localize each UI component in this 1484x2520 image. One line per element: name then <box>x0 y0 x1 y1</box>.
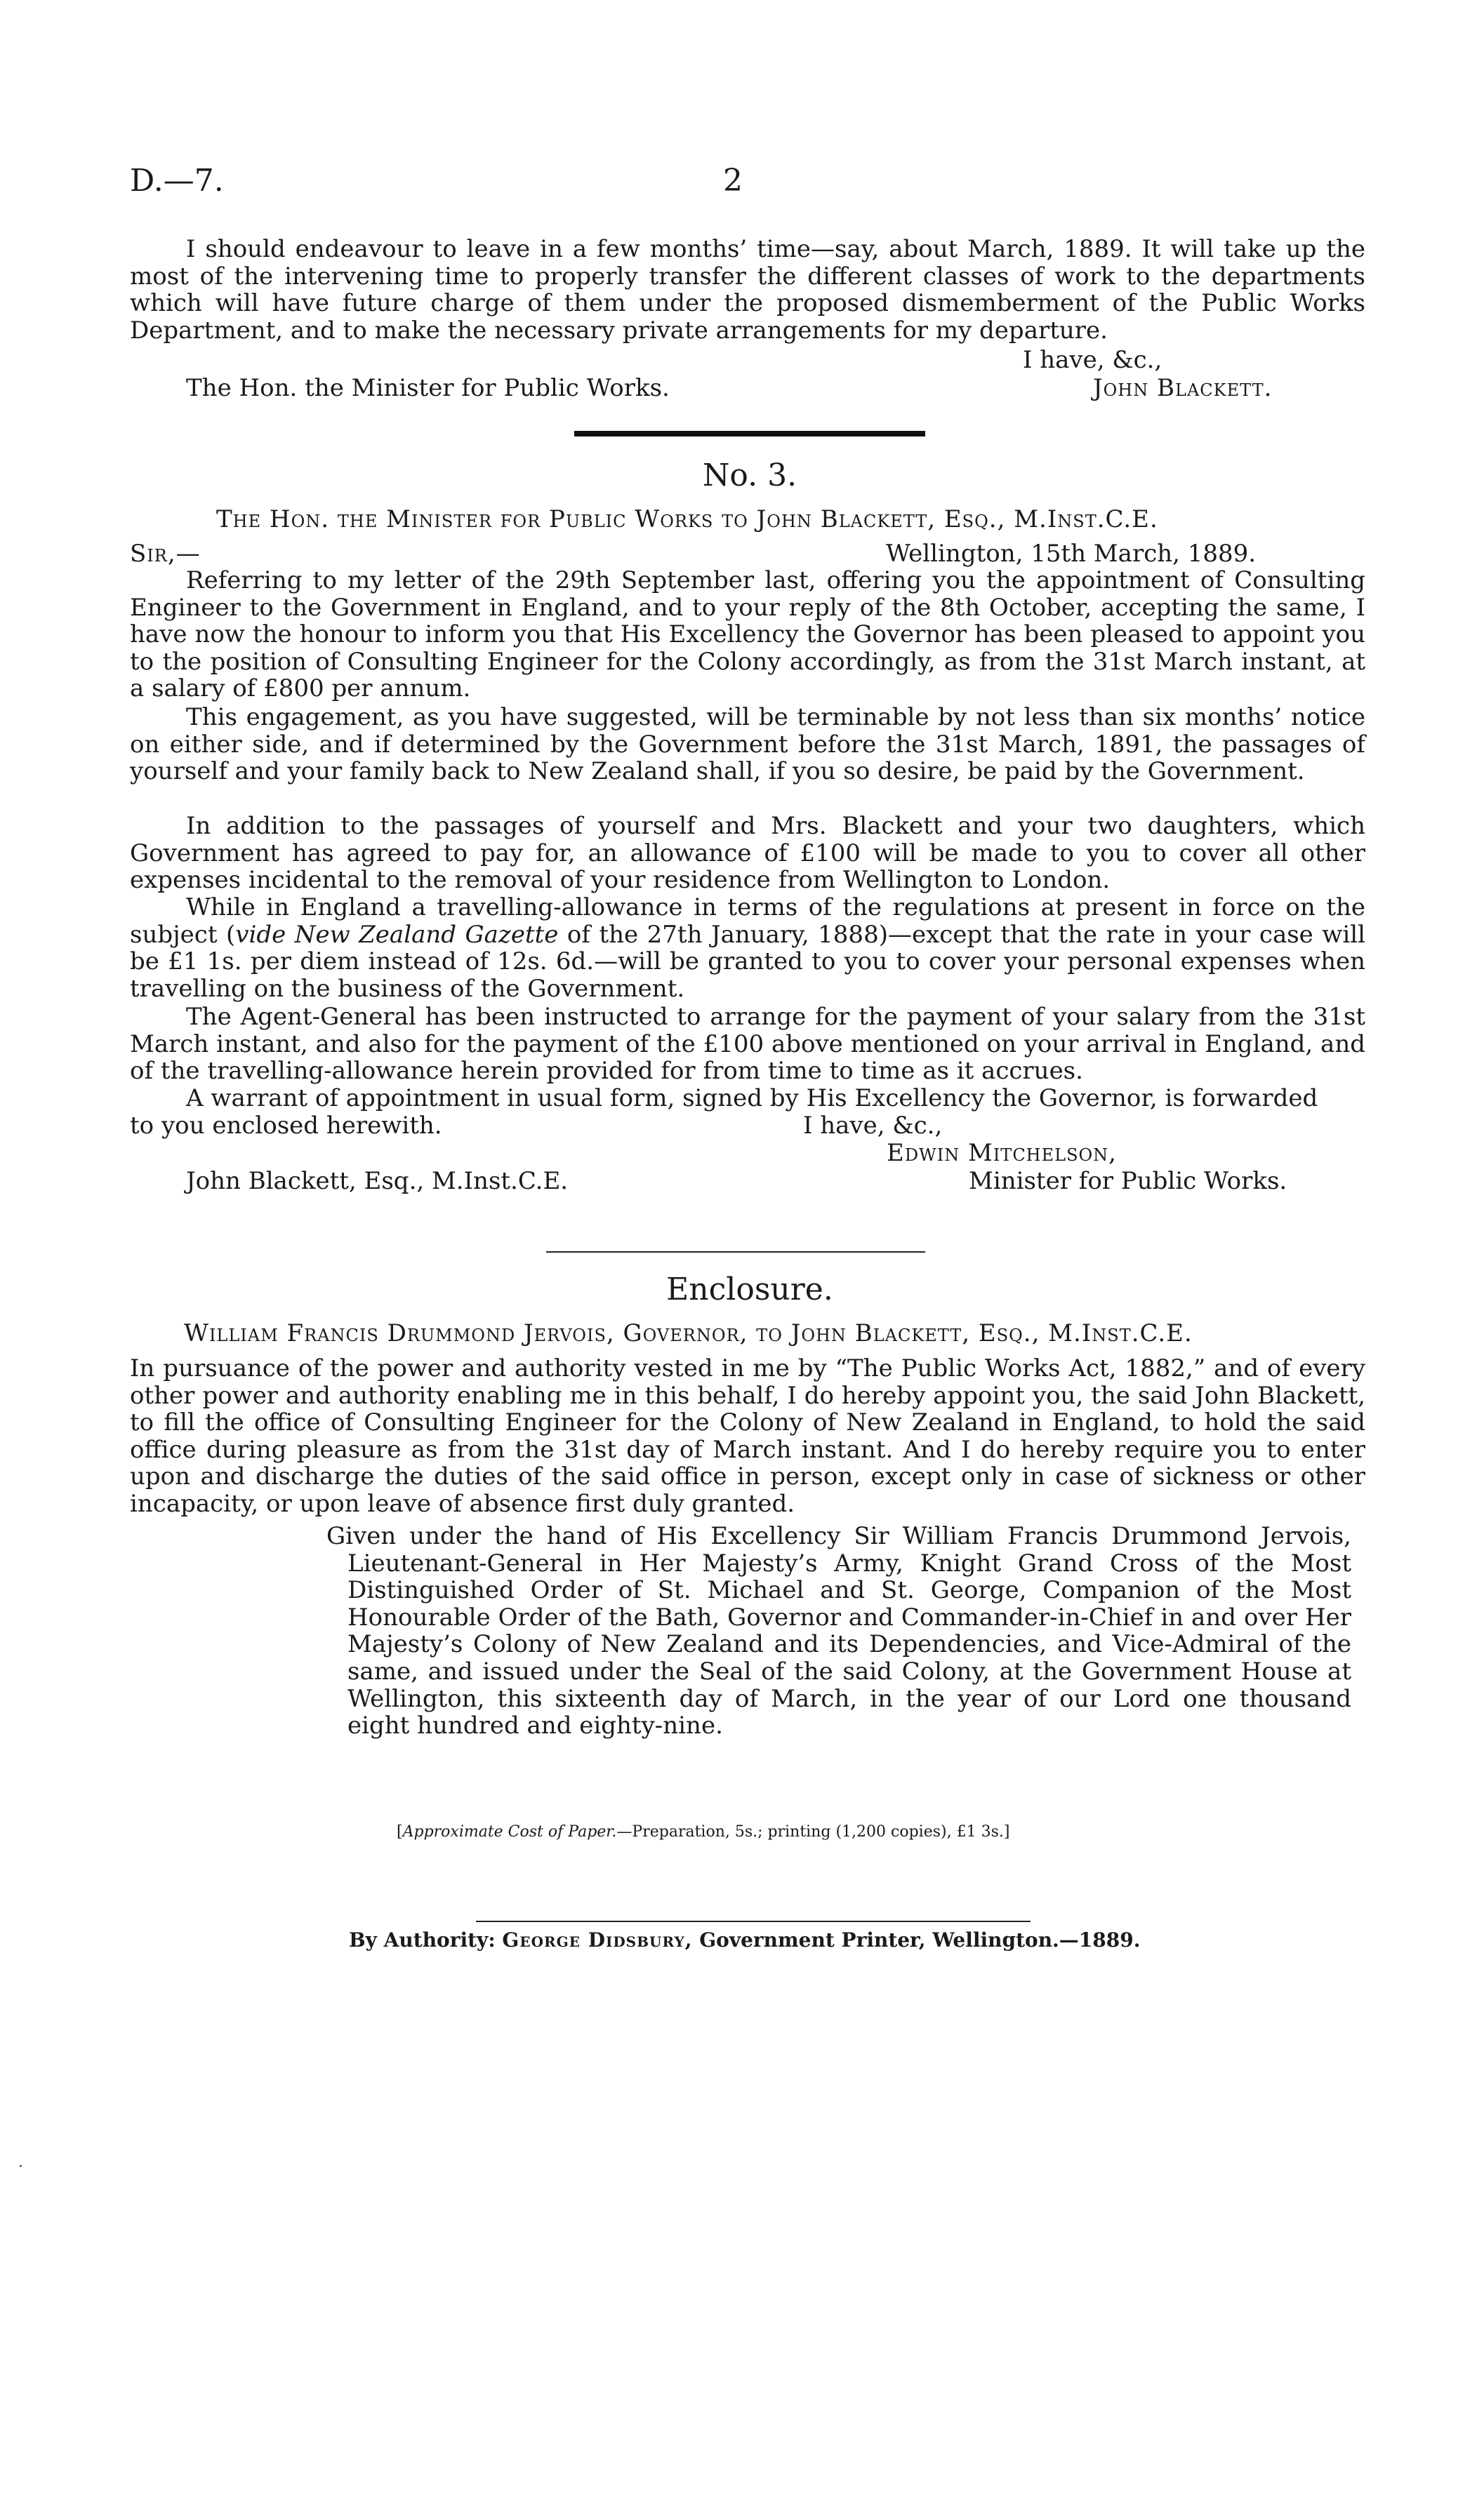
letter-paragraph-4 <box>130 894 1365 1002</box>
cost-of-paper-note: [Approximate Cost of Paper.—Preparation, 5s.; printing (1,200 copies), £1 3s.] <box>397 1823 1010 1841</box>
cost-note-text: —Preparation, 5s.; printing (1,200 copies), £1 3s. <box>616 1823 1004 1841</box>
paragraph-4-text-b: of the 27th January, 1888)—except that the rate in your case will be £1 1s. per diem instead of 12s. 6d.—will be granted to you to cover your personal expenses when travelling on the business of the Government. <box>130 920 1365 1003</box>
enclosure-divider <box>546 1251 925 1253</box>
authority-suffix: Government Printer, Wellington.—1889. <box>699 1928 1141 1952</box>
letter-signature-title: Minister for Public Works. <box>969 1167 1287 1195</box>
letter-heading: The Hon. the Minister for Public Works to John Blackett, Esq., M.Inst.C.E. <box>216 505 1158 533</box>
cost-note-label: Approximate Cost of Paper. <box>402 1823 617 1841</box>
enclosure-heading: William Francis Drummond Jervois, Governor, to John Blackett, Esq., M.Inst.C.E. <box>184 1319 1193 1347</box>
previous-letter-paragraph: I should endeavour to leave in a few months’ time—say, about March, 1889. It will take up the most of the intervening time to properly transfer the different classes of work to the departments which will have future charge of them under the proposed dismemberment of the Public Works Department, and to make the necessary private arrangements for my departure. <box>130 235 1365 345</box>
letter-salutation: Sir,— <box>130 540 201 568</box>
section-divider <box>574 431 925 436</box>
letter-signature-name: Edwin Mitchelson, <box>887 1139 1117 1167</box>
document-code: D.—7. <box>130 163 224 199</box>
enclosure-body: In pursuance of the power and authority vested in me by “The Public Works Act, 1882,” and of every other power and authority enabling me in this behalf, I do hereby appoint you, the said John Blackett, to fill the office of Consulting Engineer for the Colony of New Zealand in England, to hold the said office during pleasure as from the 31st day of March instant. And I do hereby require you to enter upon and discharge the duties of the said office in person, except only in case of sickness or other incapacity, or upon leave of absence first duly granted. <box>130 1354 1365 1518</box>
authority-prefix: By Authority: <box>349 1928 496 1952</box>
letter-paragraph-3: In addition to the passages of yourself and Mrs. Blackett and your two daughters, which Government has agreed to pay for, an allowance of £100 will be made to you to cover all other expenses incidental to the removal of your residence from Wellington to London. <box>130 812 1365 895</box>
letter-closing: I have, &c., <box>803 1112 943 1140</box>
printer-name: George Didsbury, <box>502 1928 693 1952</box>
paragraph-4-text-a: While in England a travelling-allowance in terms of the regulations at present in force on the subject ( <box>130 893 1365 949</box>
authority-divider <box>476 1921 1031 1922</box>
enclosure-given-under-hand: Given under the hand of His Excellency Sir William Francis Drummond Jervois, Lieutenant-General in Her Majesty’s Army, Knight Grand Cross of the Most Distinguished Order of St. Michael and St. George, Companion of the Most Honourable Order of the Bath, Governor and Commander-in-Chief in and over Her Majesty’s Colony of New Zealand and its Dependencies, and Vice-Admiral of the same, and issued under the Seal of the said Colony, at the Government House at Wellington, this sixteenth day of March, in the year of our Lord one thousand eight hundred and eighty-nine. <box>326 1522 1351 1740</box>
previous-letter-signature: John Blackett. <box>1093 374 1273 402</box>
enclosure-title: Enclosure. <box>666 1272 833 1307</box>
letter-paragraph-1: Referring to my letter of the 29th September last, offering you the appointment of Consulting Engineer to the Government in England, and to your reply of the 8th October, accepting the same, I have now the honour to inform you that His Excellency the Governor has been pleased to appoint you to the position of Consulting Engineer for the Colony accordingly, as from the 31st March instant, at a salary of £800 per annum. <box>130 566 1365 703</box>
letter-number: No. 3. <box>702 458 797 493</box>
letter-place-date: Wellington, 15th March, 1889. <box>886 540 1257 568</box>
letter-addressee: John Blackett, Esq., M.Inst.C.E. <box>186 1167 569 1195</box>
page-number: 2 <box>723 163 743 199</box>
previous-letter-addressee: The Hon. the Minister for Public Works. <box>186 374 670 402</box>
letter-paragraph-6-line-2: to you enclosed herewith. <box>130 1112 442 1140</box>
letter-paragraph-6-line-1: A warrant of appointment in usual form, signed by His Excellency the Governor, is forwarded <box>186 1084 1318 1112</box>
letter-paragraph-5: The Agent-General has been instructed to arrange for the payment of your salary from the 31st March instant, and also for the payment of the £100 above mentioned on your arrival in England, and of the travelling-allowance herein provided for from time to time as it accrues. <box>130 1003 1365 1086</box>
previous-letter-closing: I have, &c., <box>1023 346 1162 374</box>
speck-mark <box>20 2165 22 2167</box>
paragraph-4-gazette: vide New Zealand Gazette <box>235 920 559 949</box>
printer-authority-line <box>349 1928 1141 1952</box>
letter-paragraph-2: This engagement, as you have suggested, will be terminable by not less than six months’ notice on either side, and if determined by the Government before the 31st March, 1891, the passages of yourself and your family back to New Zealand shall, if you so desire, be paid by the Government. <box>130 703 1365 786</box>
